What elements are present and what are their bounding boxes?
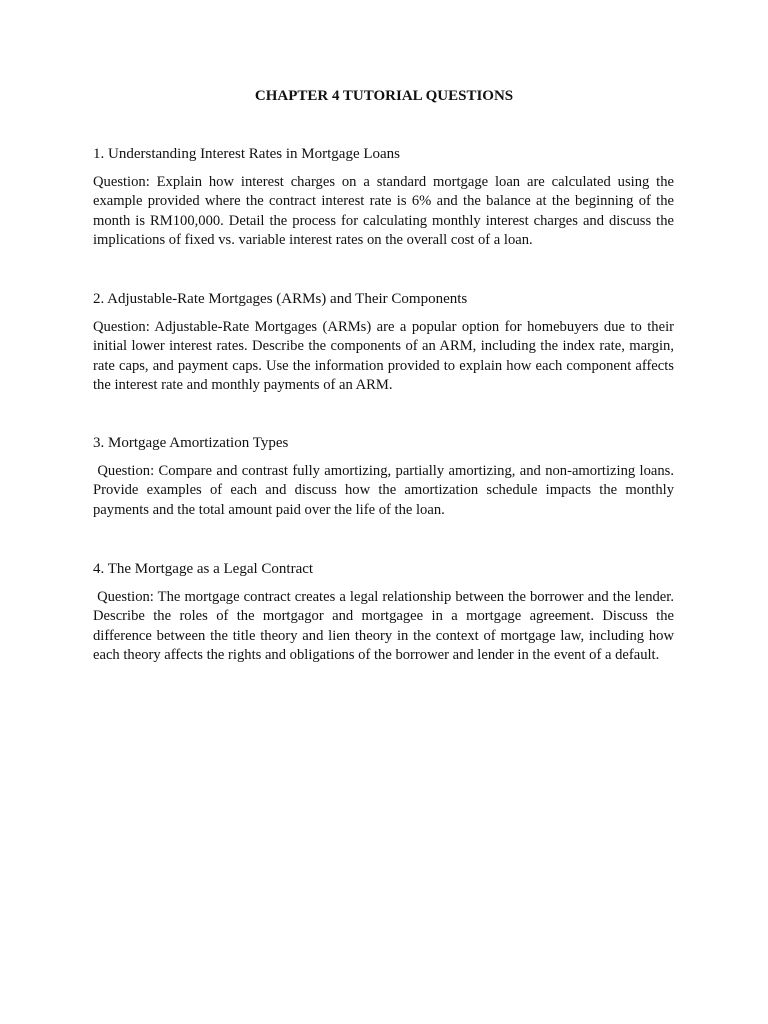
question-text: Question: Adjustable-Rate Mortgages (ARMs) are a popular option for homebuyers due to their initial lower interest rates. Describe the components of an ARM, including the index rate, margin, rate caps, and payment caps. Use the information provided to explain how each component affects the interest rate and monthly payments of an ARM. [93, 319, 674, 393]
question-section-4 [93, 560, 674, 665]
section-heading: 2. Adjustable-Rate Mortgages (ARMs) and Their Components [93, 291, 468, 307]
question-text: Question: The mortgage contract creates a legal relationship between the borrower and the lender. Describe the roles of the mortgagor and mortgagee in a mortgage agreement. Discuss the difference between the title theory and lien theory in the context of mortgage law, including how each theory affects the rights and obligations of the borrower and lender in the event of a default. [93, 589, 674, 663]
section-heading: 4. The Mortgage as a Legal Contract [93, 561, 314, 577]
section-heading: 1. Understanding Interest Rates in Mortgage Loans [93, 146, 401, 162]
question-text: Question: Explain how interest charges on a standard mortgage loan are calculated using the example provided where the contract interest rate is 6% and the balance at the beginning of the month is RM100,000. Detail the process for calculating monthly interest charges and discuss the implications of fixed vs. variable interest rates on the overall cost of a loan. [93, 174, 674, 248]
question-section-1 [93, 145, 674, 250]
question-section-2 [93, 290, 674, 395]
section-heading: 3. Mortgage Amortization Types [93, 435, 289, 451]
question-text: Question: Compare and contrast fully amortizing, partially amortizing, and non-amortizing loans. Provide examples of each and discuss how the amortization schedule impacts the monthly payments and the total amount paid over the life of the loan. [93, 463, 674, 518]
question-section-3 [93, 434, 674, 520]
page-title: CHAPTER 4 TUTORIAL QUESTIONS [254, 88, 514, 104]
